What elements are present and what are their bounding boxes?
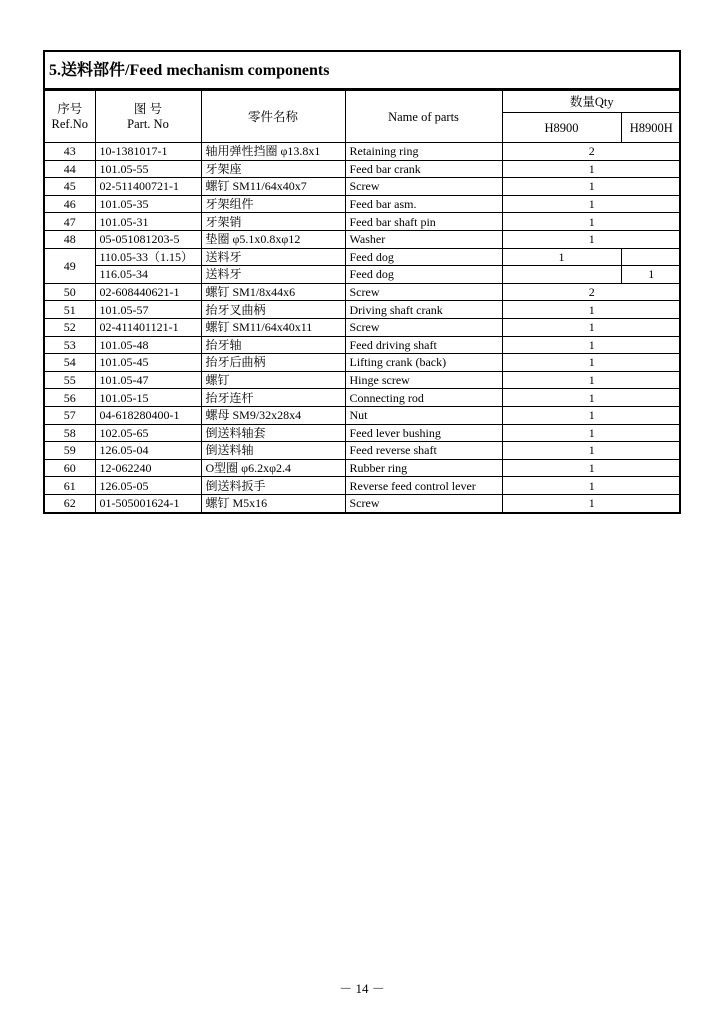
part-no-cell: 126.05-05 [95,477,201,495]
ref-no-cell: 58 [45,424,95,442]
header-model-b: H8900H [621,113,681,143]
part-no-cell: 05-051081203-5 [95,230,201,248]
english-name-cell: Reverse feed control lever [345,477,502,495]
table-row [45,178,681,196]
english-name-cell: Driving shaft crank [345,301,502,319]
parts-table [45,90,681,512]
part-no-cell: 02-511400721-1 [95,178,201,196]
chinese-name-cell: 抬牙叉曲柄 [201,301,345,319]
chinese-name-cell: 倒送料扳手 [201,477,345,495]
qty-cell: 1 [502,477,681,495]
english-name-cell: Screw [345,494,502,512]
chinese-name-cell: 螺钉 SM1/8x44x6 [201,283,345,301]
english-name-cell: Feed dog [345,266,502,284]
table-row [45,318,681,336]
table-row [45,283,681,301]
qty-cell: 1 [502,318,681,336]
ref-no-cell: 60 [45,459,95,477]
qty-cell: 1 [502,442,681,460]
english-name-cell: Screw [345,178,502,196]
part-no-cell: 02-411401121-1 [95,318,201,336]
ref-no-cell: 55 [45,371,95,389]
chinese-name-cell: 螺钉 SM11/64x40x7 [201,178,345,196]
qty-cell: 1 [502,424,681,442]
table-row [45,336,681,354]
table-row [45,143,681,161]
table-row [45,266,681,284]
part-no-cell: 101.05-15 [95,389,201,407]
table-row [45,195,681,213]
part-no-cell: 101.05-57 [95,301,201,319]
table-row [45,424,681,442]
ref-no-cell: 51 [45,301,95,319]
part-no-cell: 126.05-04 [95,442,201,460]
ref-no-cell: 62 [45,494,95,512]
chinese-name-cell: 送料牙 [201,266,345,284]
part-no-cell: 04-618280400-1 [95,406,201,424]
english-name-cell: Nut [345,406,502,424]
section-title: 5.送料部件/Feed mechanism components [45,52,679,90]
table-row [45,442,681,460]
chinese-name-cell: 牙架销 [201,213,345,231]
table-row [45,248,681,266]
table-row [45,477,681,495]
part-no-cell: 101.05-47 [95,371,201,389]
parts-table-sheet [43,50,681,514]
qty-cell: 1 [502,160,681,178]
ref-no-cell: 48 [45,230,95,248]
qty-cell: 1 [502,494,681,512]
ref-no-cell: 47 [45,213,95,231]
english-name-cell: Feed bar crank [345,160,502,178]
chinese-name-cell: 牙架组件 [201,195,345,213]
part-no-cell: 110.05-33（1.15） [95,248,201,266]
english-name-cell: Connecting rod [345,389,502,407]
chinese-name-cell: 垫圈 φ5.1x0.8xφ12 [201,230,345,248]
ref-no-cell: 45 [45,178,95,196]
ref-no-cell: 54 [45,354,95,372]
qty-cell: 1 [502,195,681,213]
chinese-name-cell: 螺钉 SM11/64x40x11 [201,318,345,336]
chinese-name-cell: 送料牙 [201,248,345,266]
table-row [45,354,681,372]
ref-no-cell: 50 [45,283,95,301]
table-row [45,301,681,319]
part-no-cell: 116.05-34 [95,266,201,284]
table-row [45,230,681,248]
ref-no-cell: 52 [45,318,95,336]
english-name-cell: Screw [345,283,502,301]
header-part [95,91,201,143]
ref-no-cell: 59 [45,442,95,460]
qty-cell: 1 [502,389,681,407]
qty-cell: 2 [502,283,681,301]
part-no-cell: 102.05-65 [95,424,201,442]
ref-no-cell: 44 [45,160,95,178]
header-part-cn: 图 号 [133,101,163,116]
header-model-a: H8900 [502,113,621,143]
parts-table-body [45,143,681,512]
table-row [45,389,681,407]
qty-h8900-cell [502,266,621,284]
english-name-cell: Feed bar shaft pin [345,213,502,231]
english-name-cell: Screw [345,318,502,336]
chinese-name-cell: O型圈 φ6.2xφ2.4 [201,459,345,477]
part-no-cell: 101.05-48 [95,336,201,354]
chinese-name-cell: 螺钉 [201,371,345,389]
table-row [45,160,681,178]
english-name-cell: Feed dog [345,248,502,266]
part-no-cell: 101.05-31 [95,213,201,231]
qty-cell: 1 [502,213,681,231]
qty-cell: 1 [502,459,681,477]
ref-no-cell: 61 [45,477,95,495]
english-name-cell: Lifting crank (back) [345,354,502,372]
header-ref-en: Ref.No [51,116,88,131]
ref-no-cell: 57 [45,406,95,424]
header-part-en: Part. No [127,116,169,131]
qty-h8900h-cell [621,248,681,266]
table-row [45,459,681,477]
qty-cell: 1 [502,354,681,372]
table-row [45,213,681,231]
chinese-name-cell: 螺钉 M5x16 [201,494,345,512]
header-qty: 数量Qty [502,91,681,113]
ref-no-cell: 46 [45,195,95,213]
qty-cell: 2 [502,143,681,161]
english-name-cell: Feed bar asm. [345,195,502,213]
english-name-cell: Feed driving shaft [345,336,502,354]
ref-no-cell: 53 [45,336,95,354]
part-no-cell: 02-608440621-1 [95,283,201,301]
chinese-name-cell: 倒送料轴 [201,442,345,460]
header-name-en: Name of parts [345,91,502,143]
chinese-name-cell: 抬牙连杆 [201,389,345,407]
chinese-name-cell: 抬牙轴 [201,336,345,354]
part-no-cell: 10-1381017-1 [95,143,201,161]
qty-cell: 1 [502,301,681,319]
page-number: － 14 － [339,981,385,996]
english-name-cell: Hinge screw [345,371,502,389]
qty-h8900-cell: 1 [502,248,621,266]
qty-cell: 1 [502,336,681,354]
chinese-name-cell: 轴用弹性挡圈 φ13.8x1 [201,143,345,161]
ref-no-cell: 43 [45,143,95,161]
table-row [45,494,681,512]
header-ref [45,91,95,143]
ref-no-cell: 49 [45,248,95,283]
qty-h8900h-cell: 1 [621,266,681,284]
chinese-name-cell: 螺母 SM9/32x28x4 [201,406,345,424]
chinese-name-cell: 牙架座 [201,160,345,178]
part-no-cell: 01-505001624-1 [95,494,201,512]
chinese-name-cell: 倒送料轴套 [201,424,345,442]
table-row [45,406,681,424]
english-name-cell: Washer [345,230,502,248]
part-no-cell: 12-062240 [95,459,201,477]
part-no-cell: 101.05-45 [95,354,201,372]
english-name-cell: Feed reverse shaft [345,442,502,460]
table-row [45,371,681,389]
part-no-cell: 101.05-55 [95,160,201,178]
qty-cell: 1 [502,406,681,424]
english-name-cell: Rubber ring [345,459,502,477]
english-name-cell: Feed lever bushing [345,424,502,442]
header-name-cn: 零件名称 [201,91,345,143]
qty-cell: 1 [502,230,681,248]
ref-no-cell: 56 [45,389,95,407]
english-name-cell: Retaining ring [345,143,502,161]
chinese-name-cell: 抬牙后曲柄 [201,354,345,372]
qty-cell: 1 [502,371,681,389]
qty-cell: 1 [502,178,681,196]
part-no-cell: 101.05-35 [95,195,201,213]
header-ref-cn: 序号 [57,101,83,116]
